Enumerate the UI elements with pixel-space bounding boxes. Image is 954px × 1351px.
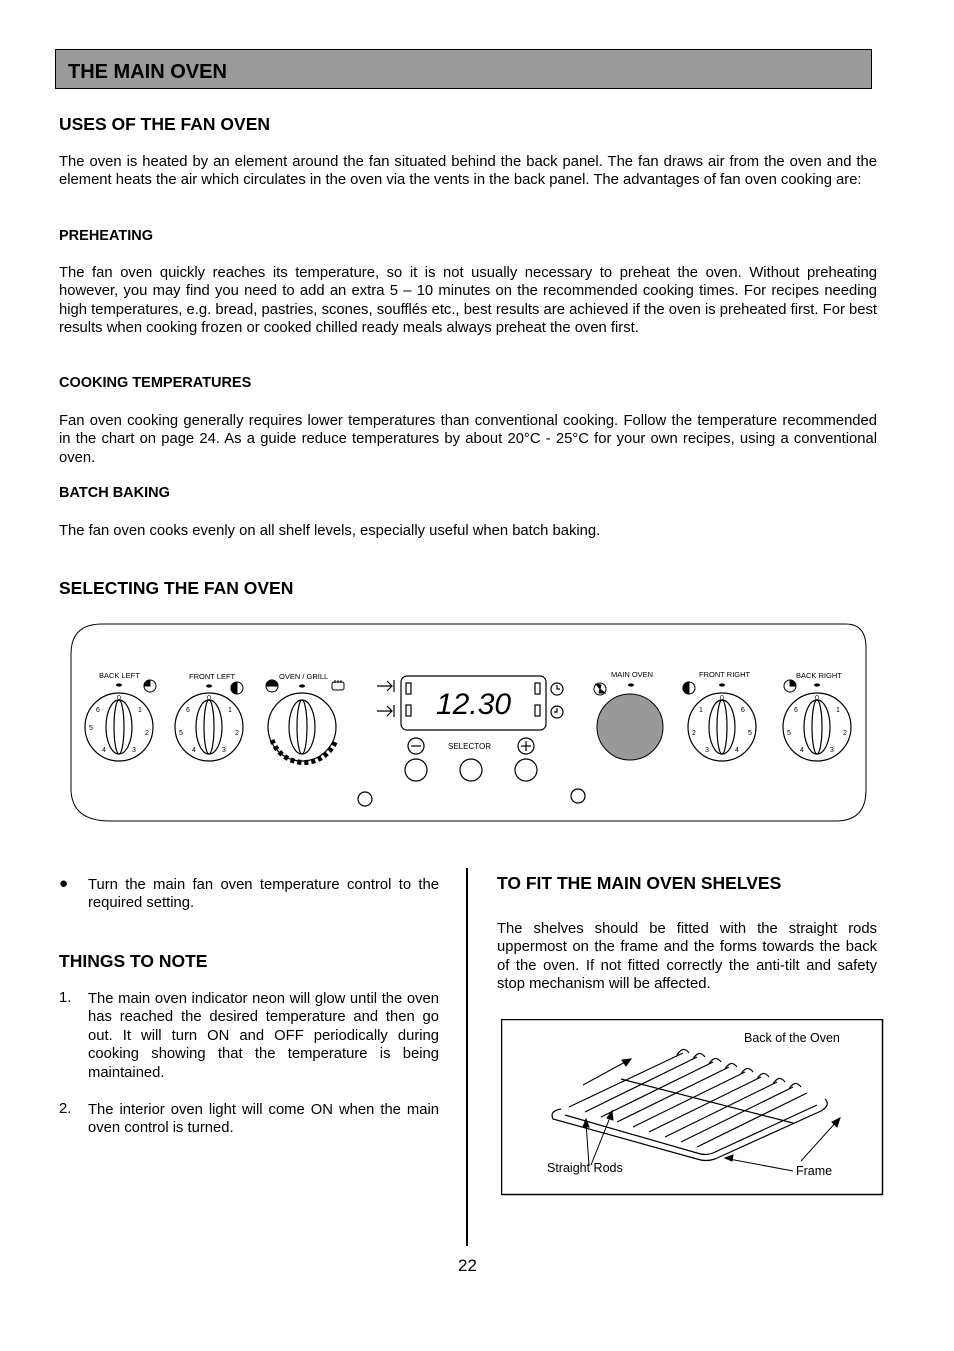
notes-list xyxy=(59,990,439,1150)
svg-text:4: 4 xyxy=(800,747,804,754)
svg-text:3: 3 xyxy=(830,747,834,754)
svg-text:1: 1 xyxy=(138,707,142,714)
knob-label-back-right: BACK RIGHT xyxy=(796,671,842,680)
shelves-heading: TO FIT THE MAIN OVEN SHELVES xyxy=(497,873,782,893)
uses-intro: The oven is heated by an element around the fan situated behind the back panel. The fan draws air from the oven and the element heats the air which circulates in the oven via the vents in the back panel. The advantages of fan oven cooking are: xyxy=(59,154,877,189)
label-back-of-oven: Back of the Oven xyxy=(744,1031,840,1045)
bullet-text: Turn the main fan oven temperature control to the required setting. xyxy=(88,877,439,912)
svg-text:5: 5 xyxy=(748,730,752,737)
svg-text:0: 0 xyxy=(720,695,724,702)
list-number: 1. xyxy=(59,990,72,1006)
svg-text:4: 4 xyxy=(102,747,106,754)
list-text: The main oven indicator neon will glow until the oven has reached the desired temperature and then go out. It will turn ON and OFF periodically during cooking showing that the temperature is being maintained. xyxy=(88,991,439,1081)
shelves-body: The shelves should be fitted with the straight rods uppermost on the frame and the forms towards the back of the oven. If not fitted correctly the anti-tilt and safety stop mechanism will be affected. xyxy=(497,921,877,993)
svg-text:0: 0 xyxy=(815,695,819,702)
page-title: THE MAIN OVEN xyxy=(68,61,227,83)
bullet-dot: ● xyxy=(59,875,69,892)
batch-body: The fan oven cooks evenly on all shelf levels, especially useful when batch baking. xyxy=(59,523,601,539)
svg-text:0: 0 xyxy=(207,695,211,702)
label-frame: Frame xyxy=(796,1164,833,1178)
selecting-heading: SELECTING THE FAN OVEN xyxy=(59,578,294,598)
notes-heading: THINGS TO NOTE xyxy=(59,951,208,971)
page-number: 22 xyxy=(458,1256,477,1275)
uses-heading: USES OF THE FAN OVEN xyxy=(59,114,270,134)
knob-label-front-left: FRONT LEFT xyxy=(189,672,236,681)
knob-label-back-left: BACK LEFT xyxy=(99,671,140,680)
svg-text:2: 2 xyxy=(235,730,239,737)
list-text: The interior oven light will come ON when the main oven control is turned. xyxy=(88,1102,439,1137)
batch-heading: BATCH BAKING xyxy=(59,485,170,501)
svg-text:3: 3 xyxy=(222,747,226,754)
svg-text:1: 1 xyxy=(836,707,840,714)
clock-display: 12.30 xyxy=(436,688,512,721)
label-straight-rods: Straight Rods xyxy=(547,1161,623,1175)
svg-text:2: 2 xyxy=(843,730,847,737)
svg-text:6: 6 xyxy=(794,707,798,714)
svg-text:5: 5 xyxy=(787,730,791,737)
svg-text:6: 6 xyxy=(741,707,745,714)
knob-label-oven-grill: OVEN / GRILL xyxy=(279,672,329,681)
temperatures-heading: COOKING TEMPERATURES xyxy=(59,375,252,391)
list-number: 2. xyxy=(59,1101,72,1117)
svg-text:4: 4 xyxy=(735,747,739,754)
svg-text:6: 6 xyxy=(96,707,100,714)
preheating-heading: PREHEATING xyxy=(59,228,153,244)
svg-text:0: 0 xyxy=(117,695,121,702)
main-oven-knob xyxy=(597,694,663,760)
svg-text:6: 6 xyxy=(186,707,190,714)
svg-text:5: 5 xyxy=(89,725,93,732)
svg-text:1: 1 xyxy=(699,707,703,714)
svg-text:2: 2 xyxy=(692,730,696,737)
svg-text:3: 3 xyxy=(705,747,709,754)
selector-label: SELECTOR xyxy=(448,742,491,751)
shelf-diagram xyxy=(501,1019,884,1196)
svg-text:1: 1 xyxy=(228,707,232,714)
svg-text:5: 5 xyxy=(179,730,183,737)
knob-label-main-oven: MAIN OVEN xyxy=(611,670,654,679)
svg-text:4: 4 xyxy=(192,747,196,754)
svg-text:3: 3 xyxy=(132,747,136,754)
preheating-body: The fan oven quickly reaches its temperature, so it is not usually necessary to preheat the oven. Without preheating however, you may find you need to add an extra 5 – 10 minutes on the recommended cooking times. For recipes needing high temperatures, e.g. bread, pastries, scones, soufflés etc., best results are achieved if the oven is preheated first. For best results when cooking frozen or cooked chilled ready meals always preheat the oven first. xyxy=(59,265,877,337)
temperatures-body: Fan oven cooking generally requires lower temperatures than conventional cooking. Follow the temperature recommended in the chart on page 24. As a guide reduce temperatures by about 20°C - 25°C for your own recipes, using a conventional oven. xyxy=(59,413,877,466)
column-divider xyxy=(466,868,468,1246)
knob-label-front-right: FRONT RIGHT xyxy=(699,670,751,679)
svg-text:2: 2 xyxy=(145,730,149,737)
